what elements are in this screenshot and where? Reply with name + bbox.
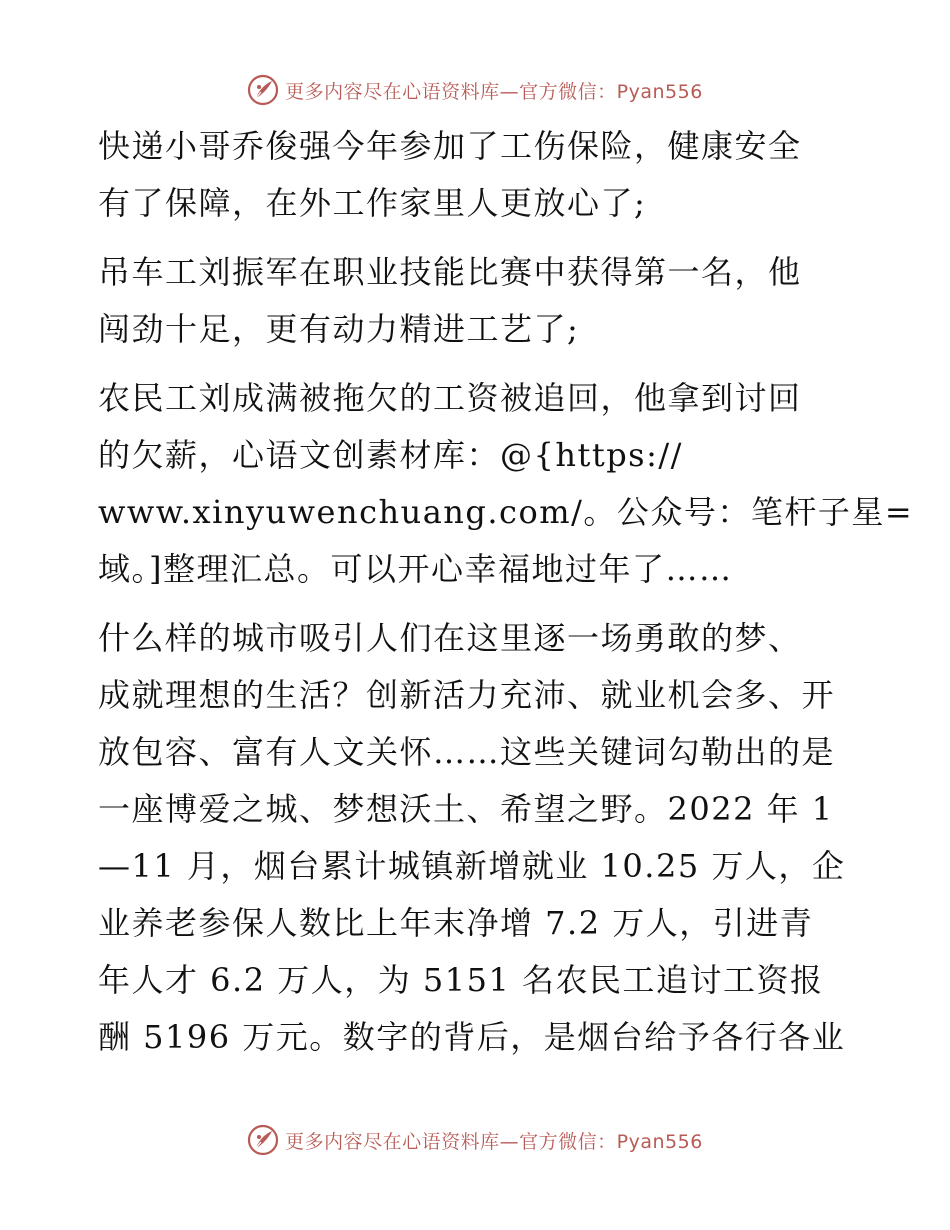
paragraph-2: [98, 244, 858, 358]
paragraph-line: —11 月，烟台累计城镇新增就业 10.25 万人，企: [98, 847, 846, 885]
paragraph-line: www.xinyuwenchuang.com/。公众号：笔杆子星=: [98, 493, 914, 531]
paragraph-line: 快递小哥乔俊强今年参加了工伤保险，健康安全: [98, 127, 802, 165]
paragraph-line: 什么样的城市吸引人们在这里逐一场勇敢的梦、: [98, 619, 802, 657]
paragraph-line: 成就理想的生活？创新活力充沛、就业机会多、开: [98, 676, 836, 714]
paragraph-line: 年人才 6.2 万人，为 5151 名农民工追讨工资报: [98, 961, 824, 999]
footer-watermark-text: 更多内容尽在心语资料库—官方微信：Pyan556: [285, 1130, 703, 1153]
paragraph-1: [98, 118, 858, 232]
paragraph-line: 放包容、富有人文关怀……这些关键词勾勒出的是: [98, 733, 836, 771]
footer-watermark: [0, 1120, 950, 1160]
paragraph-line: 酬 5196 万元。数字的背后，是烟台给予各行各业: [98, 1018, 846, 1056]
header-watermark: [0, 70, 950, 110]
paragraph-4: [98, 610, 858, 1066]
paragraph-line: 吊车工刘振军在职业技能比赛中获得第一名，他: [98, 253, 802, 291]
paragraph-line: 域。]整理汇总。可以开心幸福地过年了……: [98, 550, 733, 588]
paragraph-line: 农民工刘成满被拖欠的工资被追回，他拿到讨回: [98, 379, 802, 417]
paragraph-line: 有了保障，在外工作家里人更放心了;: [98, 184, 647, 222]
paragraph-line: 闯劲十足，更有动力精进工艺了;: [98, 310, 580, 348]
header-watermark-text: 更多内容尽在心语资料库—官方微信：Pyan556: [285, 80, 703, 103]
paragraph-line: 业养老参保人数比上年末净增 7.2 万人，引进青: [98, 904, 814, 942]
paragraph-line: 一座博爱之城、梦想沃土、希望之野。2022 年 1: [98, 790, 834, 828]
quill-logo-icon: [247, 1124, 279, 1156]
quill-logo-icon: [247, 74, 279, 106]
paragraph-3: [98, 370, 914, 598]
document-body: [98, 118, 914, 1078]
paragraph-line: 的欠薪，心语文创素材库：@{https://: [98, 436, 683, 474]
footer-watermark-inner: [247, 1124, 703, 1156]
header-watermark-inner: [247, 74, 703, 106]
